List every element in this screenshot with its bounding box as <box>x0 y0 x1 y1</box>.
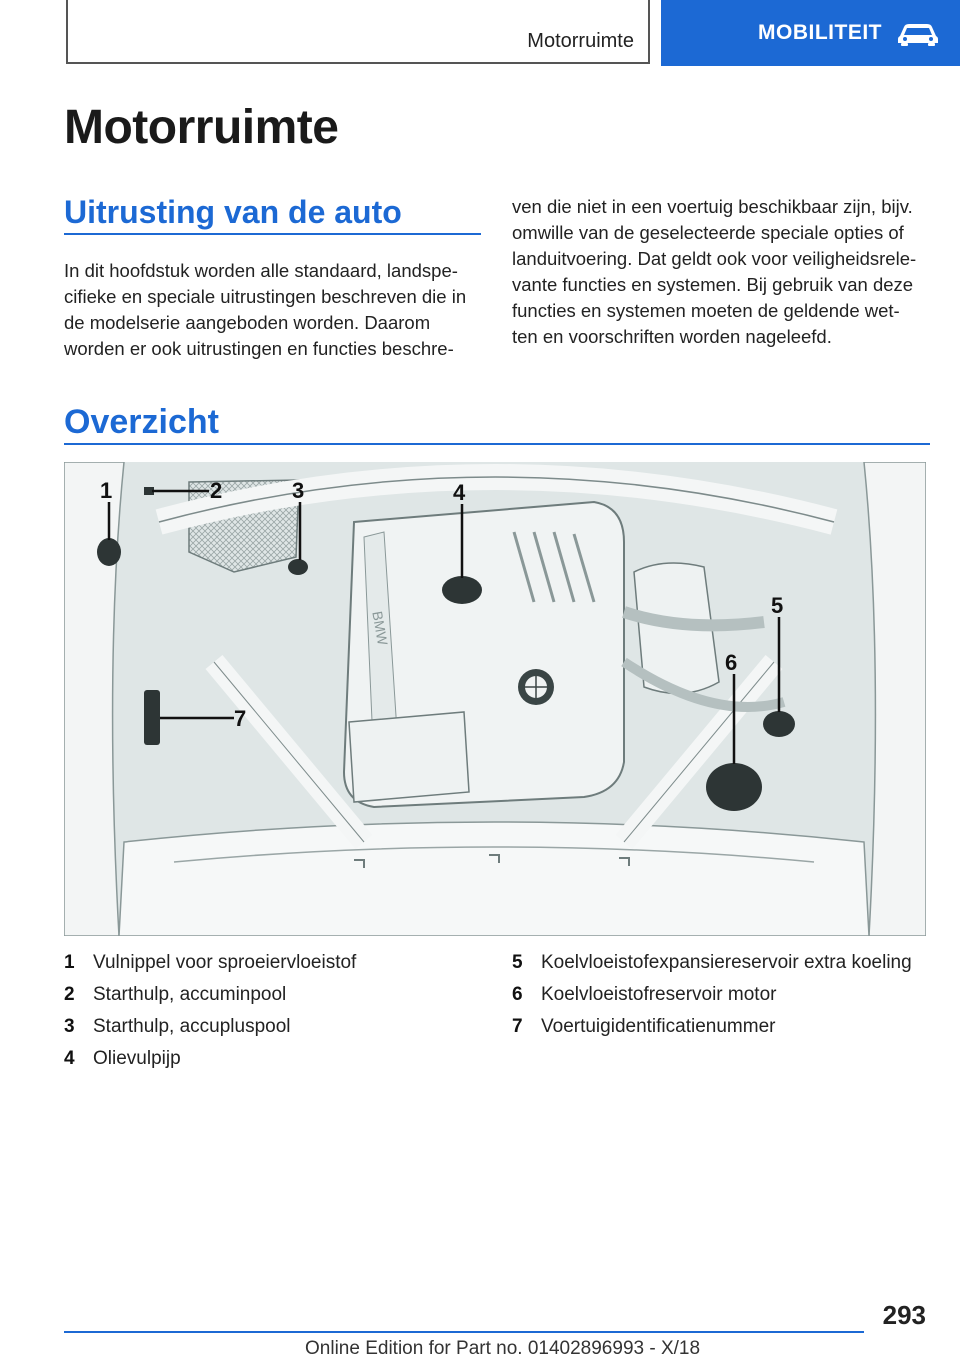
legend-item <box>64 1048 356 1080</box>
header-section-label: Motorruimte <box>527 30 634 52</box>
legend-number: 6 <box>512 984 523 1005</box>
overview-rule <box>64 443 930 445</box>
callout-2: 2 <box>210 478 223 503</box>
body-text-left <box>64 258 484 362</box>
legend-text: Koelvloeistofexpansiereservoir extra koeling <box>541 952 912 973</box>
callout-6: 6 <box>725 650 738 675</box>
footer-edition-text: Online Edition for Part no. 01402896993 - X/18 <box>305 1338 701 1359</box>
body-text-right <box>512 194 932 350</box>
legend-number: 3 <box>64 1016 75 1037</box>
legend-number: 1 <box>64 952 75 973</box>
callout-4: 4 <box>453 480 466 505</box>
legend-text: Vulnippel voor sproeiervloeistof <box>93 952 357 973</box>
legend-item <box>64 952 356 984</box>
legend-right <box>512 952 912 1048</box>
footer-rule <box>64 1331 864 1333</box>
callout-7: 7 <box>234 706 247 731</box>
body-line: landuitvoering. Dat geldt ook voor veiligheidsrele- <box>512 248 917 269</box>
legend-item <box>64 1016 356 1048</box>
engine-cover-text: BMW <box>369 609 392 647</box>
legend-number: 7 <box>512 1016 523 1037</box>
car-icon <box>896 20 940 46</box>
callout-1: 1 <box>100 478 113 503</box>
overview-title: Overzicht <box>64 403 219 441</box>
header-section-box <box>66 0 650 64</box>
body-line: functies en systemen moeten de geldende wet- <box>512 300 900 321</box>
body-line: ven die niet in een voertuig beschikbaar zijn, bijv. <box>512 196 913 217</box>
legend-text: Olievulpijp <box>93 1048 181 1069</box>
page-number: 293 <box>882 1300 926 1330</box>
legend-item <box>512 1016 912 1048</box>
body-line: omwille van de geselecteerde speciale opties of <box>512 222 904 243</box>
header-chapter-label: MOBILITEIT <box>758 21 882 44</box>
callout-5: 5 <box>771 593 784 618</box>
legend-item <box>64 984 356 1016</box>
legend-text: Voertuigidentificatienummer <box>541 1016 776 1037</box>
legend-number: 5 <box>512 952 523 973</box>
body-line: worden er ook uitrustingen en functies beschre- <box>64 338 454 359</box>
body-line: cifieke en speciale uitrustingen beschreven die in <box>64 286 467 307</box>
header-chapter-tab[interactable] <box>661 0 960 66</box>
subsection-rule <box>64 233 481 235</box>
engine-bay-drawing <box>64 462 926 936</box>
body-line: ten en voorschriften worden nageleefd. <box>512 326 832 347</box>
legend-left <box>64 952 356 1080</box>
callout-3: 3 <box>292 478 305 503</box>
legend-text: Koelvloeistofreservoir motor <box>541 984 777 1005</box>
legend-text: Starthulp, accupluspool <box>93 1016 291 1037</box>
legend-text: Starthulp, accuminpool <box>93 984 287 1005</box>
body-line: vante functies en systemen. Bij gebruik van deze <box>512 274 914 295</box>
subsection-title: Uitrusting van de auto <box>64 194 402 230</box>
body-line: de modelserie aangeboden worden. Daarom <box>64 312 431 333</box>
legend-number: 4 <box>64 1048 75 1069</box>
page-title: Motorruimte <box>64 101 339 154</box>
body-line: In dit hoofdstuk worden alle standaard, landspe- <box>64 260 458 281</box>
engine-bay-illustration <box>64 462 926 936</box>
legend-item <box>512 984 912 1016</box>
legend-item <box>512 952 912 984</box>
legend-number: 2 <box>64 984 75 1005</box>
